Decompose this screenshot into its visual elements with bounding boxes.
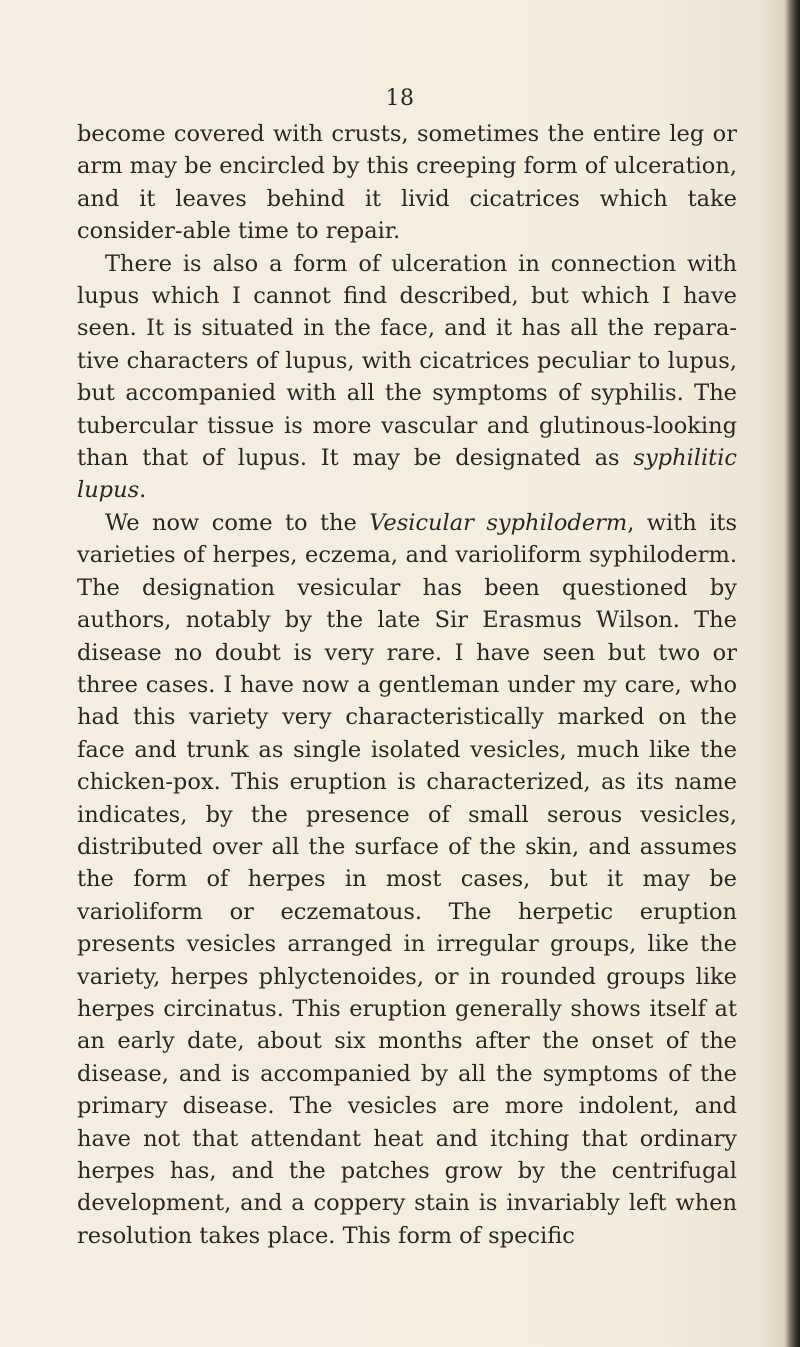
paragraph-2 [77,248,737,507]
page-number: 18 [385,86,415,111]
text-segment: become covered with crusts, sometimes the entire leg or arm may be encircled by this creeping form of ulceration, and it leaves behind it livid cicatrices which take consider-able time to repair. [77,121,737,245]
text-segment: We now come to the [105,509,370,536]
page-edge-shadow [786,0,800,1347]
text-segment: There is also a form of ulceration in connection with lupus which I cannot find described, but which I have seen. It is situated in the face, and it has all the repara-tive characters of lupus, with cicatrices peculiar to lupus, but accompanied with all the symptoms of syphilis. The tubercular tissue is more vascular and glutinous-looking than that of lupus. It may be designated as [77,250,737,472]
text-segment: . [139,477,147,504]
italic-term-vesicular-syphiloderm: Vesicular syphiloderm [369,509,628,536]
italic-term-syphilitic-lupus: syphilitic lupus [77,445,737,504]
paragraph-3 [77,507,737,1252]
body-text [77,118,737,1252]
text-segment: , with its varieties of herpes, eczema, and varioliform syphiloderm. The designation vesicular has been questioned by authors, notably by the late Sir Erasmus Wilson. The disease no doubt is very rare. I have seen but two or three cases. I have now a gentleman under my care, who had this variety very characteristically marked on the face and trunk as single isolated vesicles, much like the chicken-pox. This eruption is characterized, as its name indicates, by the presence of small serous vesicles, distributed over all the surface of the skin, and assumes the form of herpes in most cases, but it may be varioliform or eczematous. The herpetic eruption presents vesicles arranged in irregular groups, like the variety, herpes phlyctenoides, or in rounded groups like herpes circinatus. This eruption generally shows itself at an early date, about six months after the onset of the disease, and is accompanied by all the symptoms of the primary disease. The vesicles are more indolent, and have not that attendant heat and itching that ordinary herpes has, and the patches grow by the centrifugal development, and a coppery stain is invariably left when resolution takes place. This form of specific [77,509,737,1249]
paragraph-1 [77,118,737,248]
